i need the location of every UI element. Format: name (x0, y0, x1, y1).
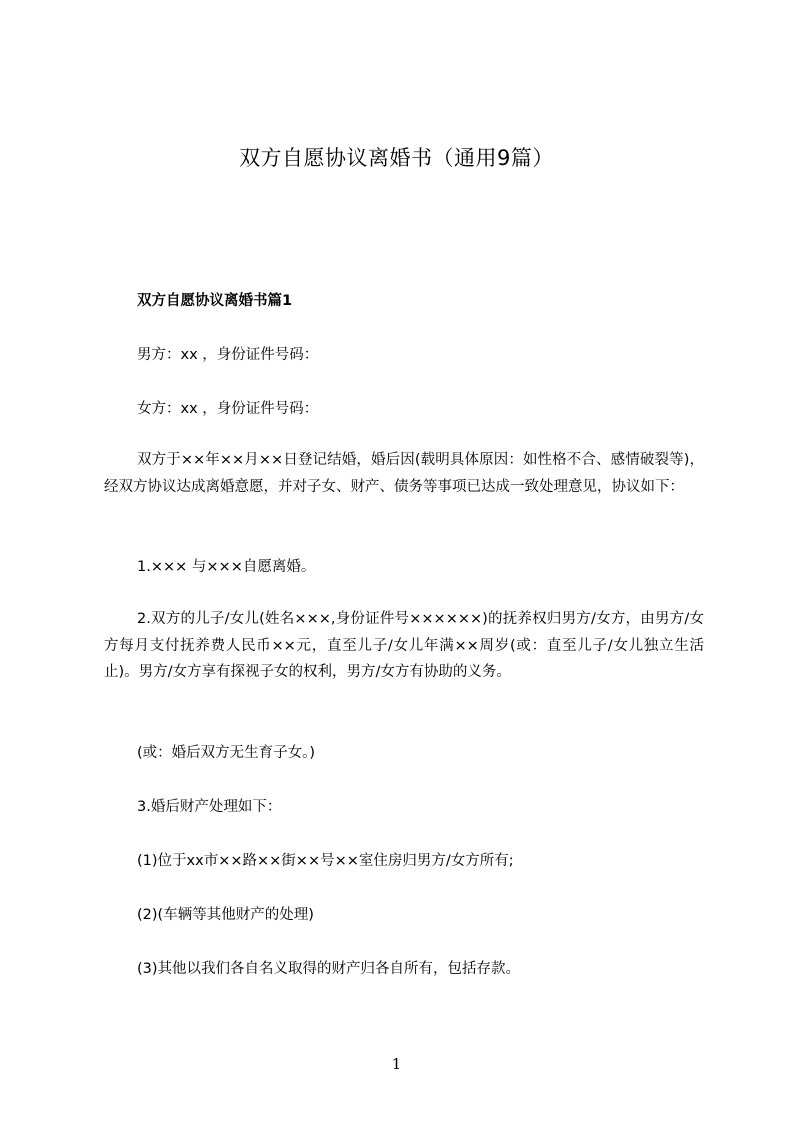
female-party-line: 女方：xx ，身份证件号码： (137, 401, 319, 417)
clause-2: 2.双方的儿子/女儿(姓名×××,身份证件号××××××)的抚养权归男方/女方，由男方/女方每月支付抚养费人民币××元，直至儿子/女儿年满××周岁(或：直至儿子/女儿独立生活止)。男方/女方享有探视子女的权利，男方/女方有协助的义务。 (104, 611, 704, 680)
clause-3: 3.婚后财产处理如下： (137, 799, 282, 815)
clause-3-item-1: (1)位于xx市××路××街××号××室住房归男方/女方所有; (137, 853, 514, 869)
clause-1: 1.××× 与×××自愿离婚。 (137, 559, 316, 575)
page-number: 1 (391, 1055, 402, 1073)
clause-2-alternative: (或：婚后双方无生育子女。) (137, 745, 316, 761)
section-heading: 双方自愿协议离婚书篇1 (137, 293, 293, 309)
male-party-line: 男方：xx ，身份证件号码： (137, 347, 319, 363)
document-title: 双方自愿协议离婚书（通用9篇） (239, 146, 554, 170)
clause-3-item-3: (3)其他以我们各自名义取得的财产归各自所有，包括存款。 (137, 961, 521, 977)
clause-3-item-2: (2)(车辆等其他财产的处理) (137, 907, 314, 923)
intro-paragraph: 双方于××年××月××日登记结婚，婚后因(载明具体原因：如性格不合、感情破裂等)，经双方协议达成离婚意愿，并对子女、财产、债务等事项已达成一致处理意见，协议如下： (104, 452, 704, 495)
